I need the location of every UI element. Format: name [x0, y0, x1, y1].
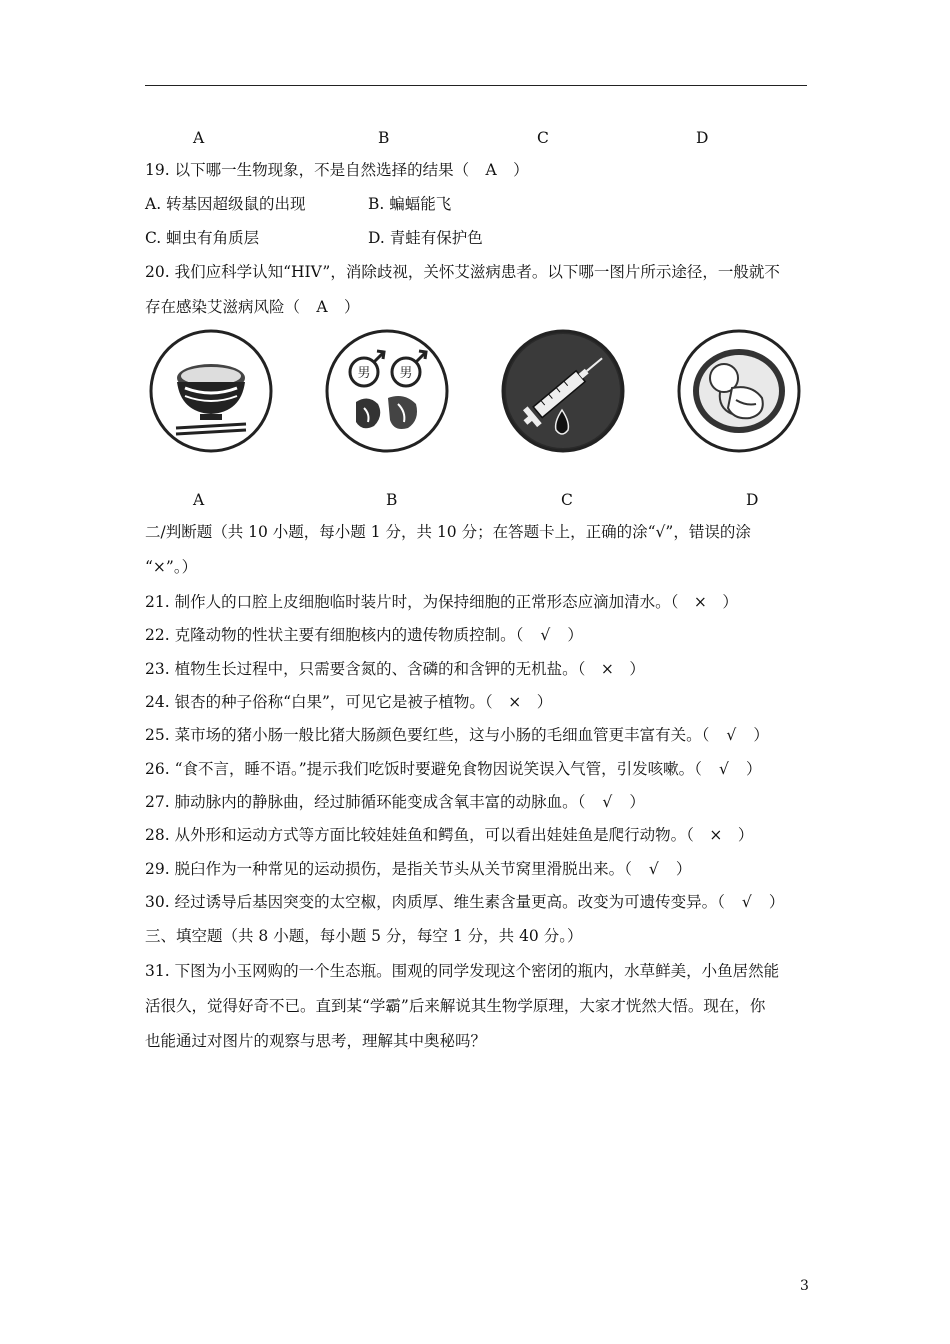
picture-b-left-symbol-text: 男 — [357, 366, 371, 381]
fetus-in-womb-icon — [676, 328, 802, 454]
syringe-blood-drop-icon — [500, 328, 626, 454]
judgment-25: 25. 菜市场的猪小肠一般比猪大肠颜色要红些，这与小肠的毛细血管更丰富有关。（ √ ） — [145, 726, 769, 744]
question-31-line1: 31. 下图为小玉网购的一个生态瓶。围观的同学发现这个密闭的瓶内，水草鲜美，小鱼居然能 — [145, 962, 780, 980]
picture-label-a: A — [193, 491, 205, 509]
judgment-24: 24. 银杏的种子俗称“白果”，可见它是被子植物。（ × ） — [145, 693, 553, 711]
picture-label-b: B — [386, 491, 398, 509]
judgment-26: 26. “食不言，睡不语。”提示我们吃饭时要避免食物因说笑误入气管，引发咳嗽。（ √ ） — [145, 760, 762, 778]
question-19-option-c: C. 蛔虫有角质层 — [145, 229, 260, 247]
page-number: 3 — [800, 1278, 809, 1294]
judgment-27: 27. 肺动脉内的静脉曲，经过肺循环能变成含氧丰富的动脉血。（ √ ） — [145, 793, 645, 811]
judgment-25-answer: √ — [726, 726, 737, 744]
rice-bowl-chopsticks-icon — [148, 328, 274, 454]
question-19-option-d: D. 青蛙有保护色 — [368, 229, 483, 247]
male-symbols-couple-icon — [324, 328, 450, 454]
judgment-23: 23. 植物生长过程中，只需要含氮的、含磷的和含钾的无机盐。（ × ） — [145, 660, 645, 678]
judgment-28: 28. 从外形和运动方式等方面比较娃娃鱼和鳄鱼，可以看出娃娃鱼是爬行动物。（ × ） — [145, 826, 754, 844]
judgment-23-answer: × — [600, 660, 614, 678]
judgment-21-answer: × — [693, 593, 707, 611]
question-19-answer: A — [485, 161, 497, 179]
section-2-title-line1: 二/判断题（共 10 小题，每小题 1 分，共 10 分；在答题卡上，正确的涂“√”，错误的涂 — [145, 523, 751, 541]
top-label-b: B — [378, 129, 390, 147]
judgment-24-answer: × — [508, 693, 522, 711]
judgment-22-answer: √ — [540, 626, 551, 644]
question-20-line2: 存在感染艾滋病风险（ A ） — [145, 298, 360, 316]
judgment-22: 22. 克隆动物的性状主要有细胞核内的遗传物质控制。（ √ ） — [145, 626, 583, 644]
judgment-21: 21. 制作人的口腔上皮细胞临时装片时，为保持细胞的正常形态应滴加清水。（ × ） — [145, 593, 738, 611]
header-rule — [145, 85, 807, 86]
picture-b-right-symbol-text: 男 — [399, 366, 413, 381]
section-2-title-line2: “×”。） — [145, 558, 198, 576]
judgment-29: 29. 脱臼作为一种常见的运动损伤，是指关节头从关节窝里滑脱出来。（ √ ） — [145, 860, 692, 878]
question-19-option-b: B. 蝙蝠能飞 — [368, 195, 452, 213]
picture-label-c: C — [561, 491, 573, 509]
top-label-a: A — [193, 129, 205, 147]
judgment-27-answer: √ — [602, 793, 613, 811]
section-3-title: 三、填空题（共 8 小题，每小题 5 分，每空 1 分，共 40 分。） — [145, 927, 583, 945]
question-19-option-a: A. 转基因超级鼠的出现 — [145, 195, 306, 213]
question-20-answer: A — [316, 298, 328, 316]
question-31-line2: 活很久，觉得好奇不已。直到某“学霸”后来解说其生物学原理，大家才恍然大悟。现在，你 — [145, 997, 766, 1015]
judgment-28-answer: × — [709, 826, 723, 844]
judgment-30-answer: √ — [741, 893, 752, 911]
judgment-26-answer: √ — [718, 760, 729, 778]
question-20-line1: 20. 我们应科学认知“HIV”，消除歧视，关怀艾滋病患者。以下哪一图片所示途径，一般就不 — [145, 263, 780, 281]
judgment-30: 30. 经过诱导后基因突变的太空椒，肉质厚、维生素含量更高。改变为可遗传变异。（ √ ） — [145, 893, 785, 911]
top-label-c: C — [537, 129, 549, 147]
judgment-29-answer: √ — [648, 860, 659, 878]
picture-label-d: D — [746, 491, 759, 509]
question-31-line3: 也能通过对图片的观察与思考，理解其中奥秘吗？ — [145, 1032, 487, 1050]
question-19-stem: 19. 以下哪一生物现象，不是自然选择的结果（ A ） — [145, 161, 529, 179]
top-label-d: D — [696, 129, 709, 147]
